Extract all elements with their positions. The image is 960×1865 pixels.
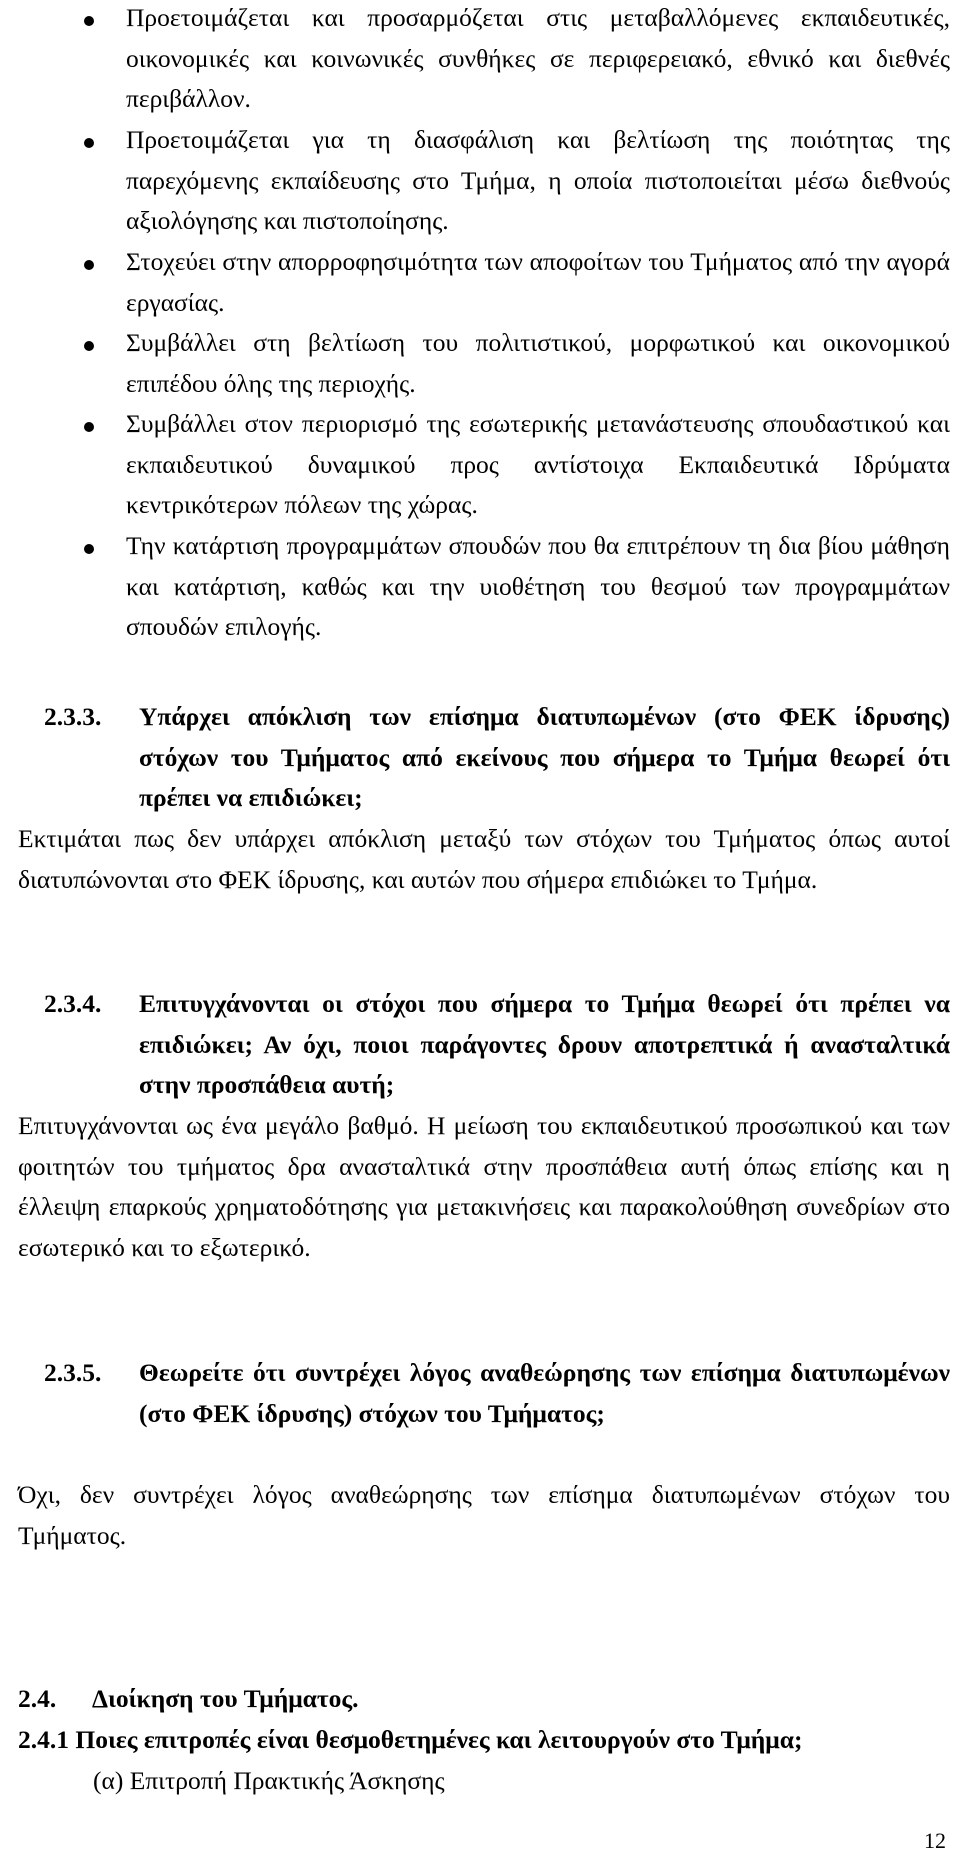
section-body: Επιτυγχάνονται ως ένα μεγάλο βαθμό. Η μείωση του εκπαιδευτικού προσωπικού και των φοιτητών του τμήματος δρα ανασταλτικά στην προσπάθεια αυτή όπως επίσης και η έλλειψη επαρκούς χρηματοδότησης για μετακινήσεις και παρακολούθηση συνεδρίων στο εσωτερικό και το εξωτερικό. xyxy=(18,1111,950,1262)
bullet-icon xyxy=(84,544,94,554)
bullet-icon xyxy=(84,422,94,432)
committee-item: (α) Επιτροπή Πρακτικής Άσκησης xyxy=(93,1766,445,1795)
bullet-text: Την κατάρτιση προγραμμάτων σπουδών που θα επιτρέπουν τη δια βίου μάθηση και κατάρτιση, καθώς και την υιοθέτηση του θεσμού των προγραμμάτων σπουδών επιλογής. xyxy=(126,531,950,642)
section-title: Διοίκηση του Τμήματος. xyxy=(92,1684,359,1713)
section-24-heading xyxy=(18,1679,359,1719)
bullet-text: Στοχεύει στην απορροφησιμότητα των αποφοίτων του Τμήματος από την αγορά εργασίας. xyxy=(126,247,950,317)
bullet-text: Συμβάλλει στη βελτίωση του πολιτιστικού, μορφωτικού και οικονομικού επιπέδου όλης της περιοχής. xyxy=(126,328,950,398)
section-number: 2.3.3. xyxy=(44,702,102,731)
section-number: 2.3.4. xyxy=(44,989,102,1018)
section-number: 2.4. xyxy=(18,1684,57,1713)
section-heading: Υπάρχει απόκλιση των επίσημα διατυπωμένων (στο ΦΕΚ ίδρυσης) στόχων του Τμήματος από εκείνους που σήμερα το Τμήμα θεωρεί ότι πρέπει να επιδιώκει; xyxy=(139,702,950,812)
section-body: Εκτιμάται πως δεν υπάρχει απόκλιση μεταξύ των στόχων του Τμήματος όπως αυτοί διατυπώνονται στο ΦΕΚ ίδρυσης, και αυτών που σήμερα επιδιώκει το Τμήμα. xyxy=(18,824,950,894)
section-number: 2.3.5. xyxy=(44,1358,102,1387)
bullet-icon xyxy=(84,341,94,351)
bullet-icon xyxy=(84,138,94,148)
bullet-text: Συμβάλλει στον περιορισμό της εσωτερικής μετανάστευσης σπουδαστικού και εκπαιδευτικού δυναμικού προς αντίστοιχα Εκπαιδευτικά Ιδρύματα κεντρικότερων πόλεων της χώρας. xyxy=(126,409,950,520)
bullet-icon xyxy=(84,16,94,26)
bullet-text: Προετοιμάζεται και προσαρμόζεται στις μεταβαλλόμενες εκπαιδευτικές, οικονομικές και κοινωνικές συνθήκες σε περιφερειακό, εθνικό και διεθνές περιβάλλον. xyxy=(126,3,950,114)
section-heading: Επιτυγχάνονται οι στόχοι που σήμερα το Τμήμα θεωρεί ότι πρέπει να επιδιώκει; Αν όχι, ποιοι παράγοντες δρουν αποτρεπτικά ή ανασταλτικά στην προσπάθεια αυτή; xyxy=(139,989,950,1099)
bullet-text: Προετοιμάζεται για τη διασφάλιση και βελτίωση της ποιότητας της παρεχόμενης εκπαίδευσης στο Τμήμα, η οποία πιστοποιείται μέσω διεθνούς αξιολόγησης και πιστοποίησης. xyxy=(126,125,950,236)
section-heading: Θεωρείτε ότι συντρέχει λόγος αναθεώρησης των επίσημα διατυπωμένων (στο ΦΕΚ ίδρυσης) στόχων του Τμήματος; xyxy=(139,1358,950,1428)
section-body: Όχι, δεν συντρέχει λόγος αναθεώρησης των επίσημα διατυπωμένων στόχων του Τμήματος. xyxy=(18,1480,950,1550)
page-number: 12 xyxy=(924,1828,946,1853)
section-241-heading: 2.4.1 Ποιες επιτροπές είναι θεσμοθετημένες και λειτουργούν στο Τμήμα; xyxy=(18,1725,803,1754)
bullet-icon xyxy=(84,260,94,270)
